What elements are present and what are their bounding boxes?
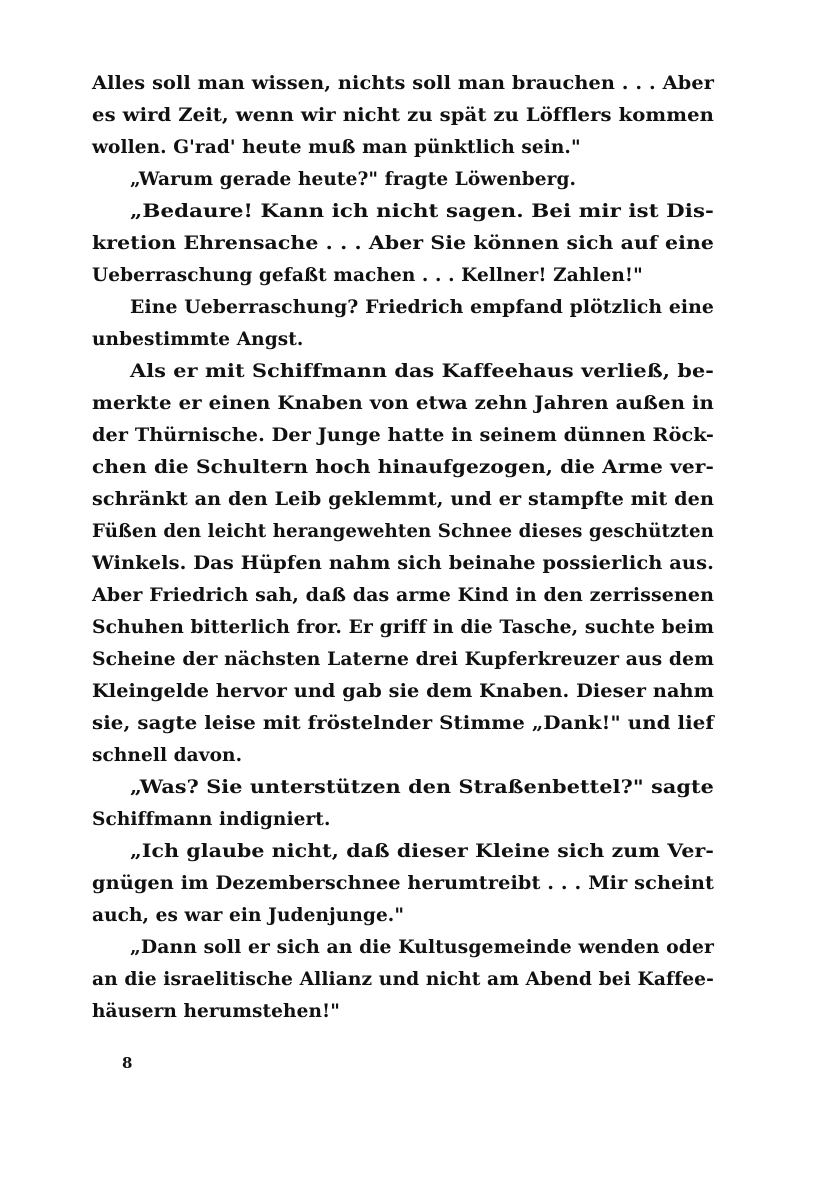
text-line-content: „Bedaure! Kann ich nicht sagen. Bei mir ist Dis-: [130, 201, 714, 222]
text-line-content: der Thürnische. Der Junge hatte in seinem dünnen Röck-: [92, 425, 714, 446]
text-line: [92, 644, 714, 676]
text-line: [92, 356, 714, 388]
text-line: [92, 484, 714, 516]
text-line-content: Ueberraschung gefaßt machen . . . Kellner! Zahlen!": [92, 265, 643, 286]
text-line-content: kretion Ehrensache . . . Aber Sie können sich auf eine: [92, 233, 714, 254]
body-text: [92, 68, 714, 1028]
text-line-content: „Was? Sie unterstützen den Straßenbettel?" sagte: [130, 777, 714, 798]
text-line: [92, 836, 714, 868]
text-line-content: „Warum gerade heute?" fragte Löwenberg.: [130, 169, 577, 190]
page-number: 8: [122, 1054, 133, 1072]
text-line-content: „Ich glaube nicht, daß dieser Kleine sich zum Ver-: [130, 841, 715, 862]
text-line-content: Scheine der nächsten Laterne drei Kupferkreuzer aus dem: [92, 649, 715, 670]
text-line: [92, 996, 714, 1028]
text-line: [92, 324, 714, 356]
text-line-content: chen die Schultern hoch hinaufgezogen, die Arme ver-: [92, 457, 715, 478]
text-line: [92, 964, 714, 996]
text-line-content: an die israelitische Allianz und nicht am Abend bei Kaffee-: [92, 969, 714, 990]
text-line: [92, 548, 714, 580]
text-line: [92, 132, 714, 164]
text-line: [92, 292, 714, 324]
text-line: [92, 708, 714, 740]
text-line: [92, 452, 714, 484]
text-line: [92, 932, 714, 964]
text-line-content: Eine Ueberraschung? Friedrich empfand plötzlich eine: [130, 297, 715, 318]
text-line-content: Schuhen bitterlich fror. Er griff in die Tasche, suchte beim: [92, 617, 714, 638]
text-line-content: auch, es war ein Judenjunge.": [92, 905, 405, 926]
text-line: [92, 100, 714, 132]
text-line: [92, 196, 714, 228]
text-line: [92, 260, 714, 292]
text-line-content: Aber Friedrich sah, daß das arme Kind in den zerrissenen: [92, 585, 714, 606]
text-line: [92, 804, 714, 836]
text-line-content: unbestimmte Angst.: [92, 329, 304, 350]
text-line: [92, 68, 714, 100]
text-line: [92, 388, 714, 420]
text-line: [92, 772, 714, 804]
text-line-content: Kleingelde hervor und gab sie dem Knaben. Dieser nahm: [92, 681, 715, 702]
text-line: [92, 164, 714, 196]
text-line-content: „Dann soll er sich an die Kultusgemeinde wenden oder: [130, 937, 714, 958]
text-line-content: es wird Zeit, wenn wir nicht zu spät zu Löfflers kommen: [92, 105, 714, 126]
text-line-content: sie, sagte leise mit fröstelnder Stimme „Dank!" und lief: [92, 713, 714, 734]
text-line-content: gnügen im Dezemberschnee herumtreibt . . . Mir scheint: [92, 873, 715, 894]
text-line: [92, 868, 714, 900]
text-line-content: häusern herumstehen!": [92, 1001, 340, 1022]
text-line-content: Alles soll man wissen, nichts soll man brauchen . . . Aber: [92, 73, 714, 94]
text-line-content: Als er mit Schiffmann das Kaffeehaus verließ, be-: [130, 361, 715, 382]
text-line-content: schränkt an den Leib geklemmt, und er stampfte mit den: [92, 489, 715, 510]
text-line-content: Winkels. Das Hüpfen nahm sich beinahe possierlich aus.: [92, 553, 714, 574]
text-line: [92, 228, 714, 260]
text-line-content: wollen. G'rad' heute muß man pünktlich sein.": [92, 137, 581, 158]
text-line-content: Füßen den leicht herangewehten Schnee dieses geschützten: [92, 521, 714, 542]
text-line: [92, 580, 714, 612]
text-line: [92, 676, 714, 708]
text-line: [92, 740, 714, 772]
text-line: [92, 612, 714, 644]
text-line: [92, 516, 714, 548]
text-line: [92, 900, 714, 932]
text-line-content: merkte er einen Knaben von etwa zehn Jahren außen in: [92, 393, 714, 414]
text-line-content: Schiffmann indigniert.: [92, 809, 331, 830]
text-line-content: schnell davon.: [92, 745, 243, 766]
text-line: [92, 420, 714, 452]
